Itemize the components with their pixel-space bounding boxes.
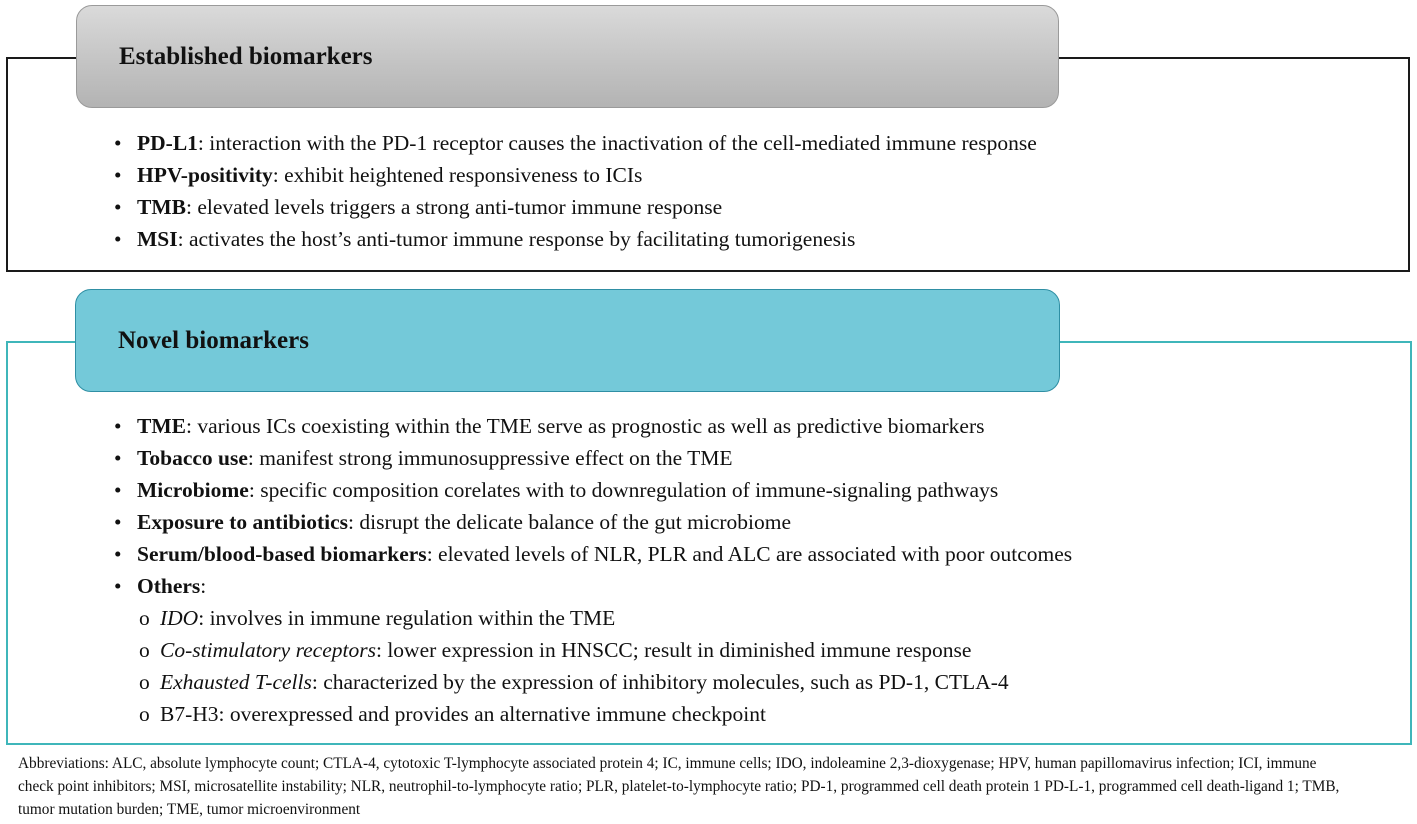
biomarker-description: : elevated levels of NLR, PLR and ALC are associated with poor outcomes [426,542,1073,566]
bullet: • [114,510,122,534]
bullet: • [114,446,122,470]
biomarker-description: : specific composition corelates with to downregulation of immune-signaling pathways [248,478,999,502]
sub-biomarker-description: : characterized by the expression of inhibitory molecules, such as PD-1, CTLA-4 [311,670,1009,694]
biomarker-term: PD-L1 [137,131,198,155]
bullet: • [114,478,122,502]
bullet: • [114,163,122,187]
bullet: • [114,414,122,438]
list-item [114,159,1037,191]
sub-biomarker-term: IDO [160,606,199,630]
list-item [114,223,1037,255]
sub-list-item [114,634,1072,666]
sub-biomarker-description: : overexpressed and provides an alternative immune checkpoint [218,702,766,726]
biomarker-term: MSI [137,227,178,251]
biomarker-term: HPV-positivity [137,163,273,187]
sub-biomarker-term: Exhausted T-cells [160,670,312,694]
abbreviations-footnote: Abbreviations: ALC, absolute lymphocyte count; CTLA-4, cytotoxic T-lymphocyte associated protein 4; IC, immune cells; IDO, indoleamine 2,3-dioxygenase; HPV, human papillomavirus infection; ICI, immune check point inhibitors; MSI, microsatellite instability; NLR, neutrophil-to-lymphocyte ratio; PLR, platelet-to-lymphocyte ratio; PD-1, programmed cell death protein 1 PD-L-1, programmed cell death-ligand 1; TMB, tumor mutation burden; TME, tumor microenvironment [18,755,1340,818]
biomarker-term: TME [137,414,186,438]
established-title: Established biomarkers [119,42,373,70]
biomarker-description: : exhibit heightened responsiveness to ICIs [272,163,643,187]
biomarker-description: : interaction with the PD-1 receptor causes the inactivation of the cell-mediated immune response [197,131,1037,155]
sub-list-item [114,698,1072,730]
sub-bullet: o [139,606,150,630]
biomarker-description: : manifest strong immunosuppressive effect on the TME [247,446,733,470]
sub-list-item [114,666,1072,698]
sub-list-item [114,602,1072,634]
biomarker-description: : disrupt the delicate balance of the gut microbiome [348,510,792,534]
list-item [114,127,1037,159]
established-header [76,5,1059,108]
biomarker-description: : various ICs coexisting within the TME serve as prognostic as well as predictive biomarkers [185,414,985,438]
biomarker-description: : [200,574,207,598]
sub-bullet: o [139,702,150,726]
list-item [114,570,1072,602]
biomarker-term: Serum/blood-based biomarkers [137,542,427,566]
bullet: • [114,542,122,566]
biomarker-term: Others [137,574,201,598]
biomarker-term: TMB [137,195,186,219]
list-item [114,442,1072,474]
novel-title: Novel biomarkers [118,326,309,354]
bullet: • [114,574,122,598]
novel-list [114,410,1072,730]
biomarker-description: : activates the host’s anti-tumor immune response by facilitating tumorigenesis [177,227,856,251]
bullet: • [114,227,122,251]
sub-biomarker-description: : lower expression in HNSCC; result in diminished immune response [375,638,972,662]
list-item [114,191,1037,223]
biomarker-term: Tobacco use [137,446,248,470]
list-item [114,506,1072,538]
novel-header [75,289,1060,392]
biomarker-term: Exposure to antibiotics [137,510,349,534]
sub-biomarker-description: : involves in immune regulation within the TME [198,606,616,630]
list-item [114,410,1072,442]
sub-biomarker-term: B7-H3 [160,702,219,726]
sub-biomarker-term: Co-stimulatory receptors [160,638,376,662]
established-list [114,127,1037,255]
bullet: • [114,195,122,219]
list-item [114,474,1072,506]
list-item [114,538,1072,570]
biomarker-term: Microbiome [137,478,249,502]
sub-bullet: o [139,638,150,662]
sub-bullet: o [139,670,150,694]
bullet: • [114,131,122,155]
biomarker-description: : elevated levels triggers a strong anti-tumor immune response [185,195,723,219]
